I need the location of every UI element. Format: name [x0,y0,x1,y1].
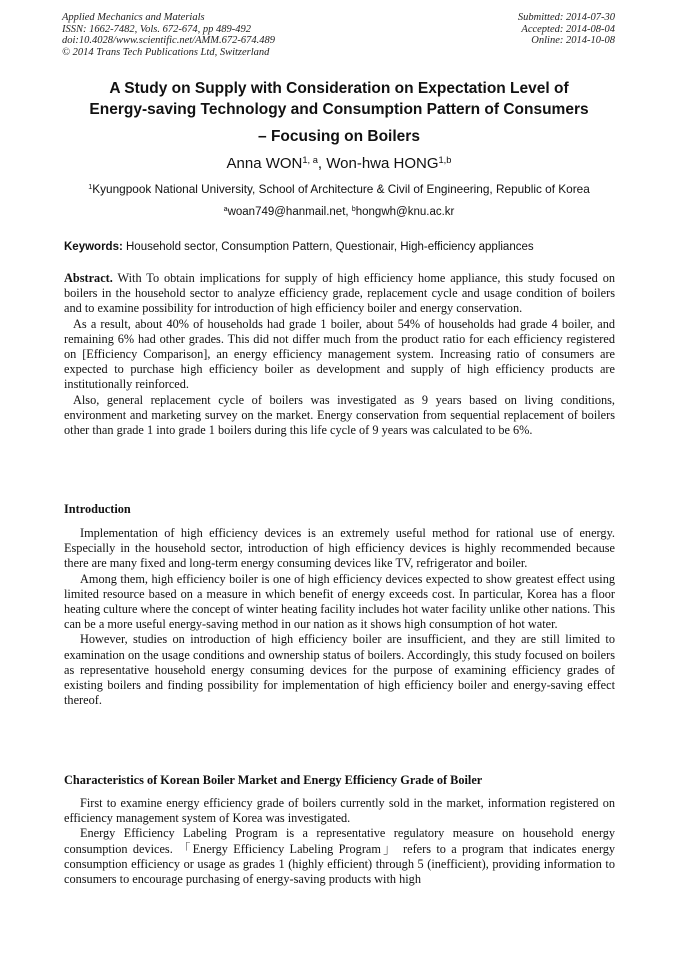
introduction-paragraph-3: However, studies on introduction of high efficiency boiler are insufficient, and they are still limited to examination on the usage conditions and ownership status of boilers. Accordingly, this study focused on boilers as representative household energy consuming devices for the purpose of examining efficiency grades of existing boilers and finding possibility for implementation of high efficiency boiler and energy-saving effect thereof. [64,632,615,708]
author-1-name: Anna WON [226,155,303,172]
author-2-sup: 1,b [438,154,452,165]
affiliation-text: Kyungpook National University, School of Architecture & Civil of Engineering, Republic of Korea [92,182,590,196]
characteristics-section [64,796,615,887]
journal-name: Applied Mechanics and Materials [62,12,205,23]
introduction-section [64,526,615,708]
affiliation-sup: 1 [88,181,93,191]
journal-doi: doi:10.4028/www.scientific.net/AMM.672-674.489 [62,35,275,46]
characteristics-paragraph-1: First to examine energy efficiency grade of boilers currently sold in the market, information registered on efficiency management system of Korea was investigated. [64,796,615,826]
introduction-heading: Introduction [64,502,131,516]
online-date: Online: 2014-10-08 [531,35,615,46]
title-line-1: A Study on Supply with Consideration on Expectation Level of [109,80,569,97]
author-emails [0,205,678,219]
characteristics-heading: Characteristics of Korean Boiler Market and Energy Efficiency Grade of Boiler [64,773,483,787]
keywords-label: Keywords: [64,241,123,253]
author-separator: , [317,155,327,172]
accepted-date: Accepted: 2014-08-04 [521,23,615,35]
introduction-paragraph-1: Implementation of high efficiency devices is an extremely useful method for rational use of energy. Especially in the household sector, introduction of high efficiency devices is highly recommended because there are many fixed and long-term energy consuming devices like TV, refrigerator and boiler. [64,526,615,571]
email-separator: , [345,206,352,218]
publication-dates [518,12,615,47]
author-1-sup: 1, a [302,154,318,165]
author-list [0,155,678,173]
submitted-date: Submitted: 2014-07-30 [517,12,615,23]
title-line-3: – Focusing on Boilers [258,128,420,145]
title-line-2: Energy-saving Technology and Consumption Pattern of Consumers [89,100,589,118]
affiliation [0,182,678,196]
abstract [64,271,615,438]
author-2-name: Won-hwa HONG [326,155,439,172]
characteristics-paragraph-2: Energy Efficiency Labeling Program is a representative regulatory measure on household energy consumption devices. 「Energy Efficiency Labeling Program」 refers to a program that indicates energy consumption efficiency or usage as grades 1 (highly efficient) through 5 (inefficient), providing information to consumers to encourage purchasing of energy-saving products with high [64,826,615,887]
journal-copyright: © 2014 Trans Tech Publications Ltd, Switzerland [62,46,270,58]
journal-info [62,12,275,58]
email-b-sup: b [351,205,356,214]
abstract-label: Abstract. [64,271,113,285]
keywords [64,240,616,254]
abstract-paragraph-2: As a result, about 40% of households had grade 1 boiler, about 54% of households had grade 4 boiler, and remaining 6% had other grades. This did not differ much from the product ratio for each efficiency registered on [Efficiency Comparison], an energy efficiency management system. Increasing ratio of consumers are expected to purchase high efficiency boiler as development and supply of high efficiency products are institutionally reinforced. [64,316,615,392]
abstract-text-1: With To obtain implications for supply of high efficiency home appliance, this study focused on boilers in the household sector to analyze efficiency grade, replacement cycle and usage condition of boilers and to examine possibility for introduction of high efficiency boiler and energy conservation. [64,271,615,316]
paper-title [40,79,638,148]
email-a-sup: a [223,205,228,214]
abstract-paragraph-3: Also, general replacement cycle of boilers was investigated as 9 years based on living conditions, environment and marketing survey on the market. Energy conservation from sequential replacement of boilers other than grade 1 into grade 1 boilers during this life cycle of 9 years was calculated to be 6%. [64,392,615,438]
email-a-link[interactable]: woan749@hanmail.net [227,206,346,218]
introduction-paragraph-2: Among them, high efficiency boiler is one of high efficiency devices expected to show greatest effect using limited resource based on a measure in which benefit of energy exceeds cost. In particular, Korea has a floor heating culture where the concept of winter heating facility includes hot water facility unlike other nations. This can be a more useful energy-saving method in our nation as it shows high consumption of hot water. [64,571,615,632]
email-b-link[interactable]: hongwh@knu.ac.kr [355,206,455,218]
keywords-text: Household sector, Consumption Pattern, Questionair, High-efficiency appliances [122,241,534,253]
abstract-paragraph-1 [64,271,615,317]
journal-issn: ISSN: 1662-7482, Vols. 672-674, pp 489-492 [62,23,251,35]
